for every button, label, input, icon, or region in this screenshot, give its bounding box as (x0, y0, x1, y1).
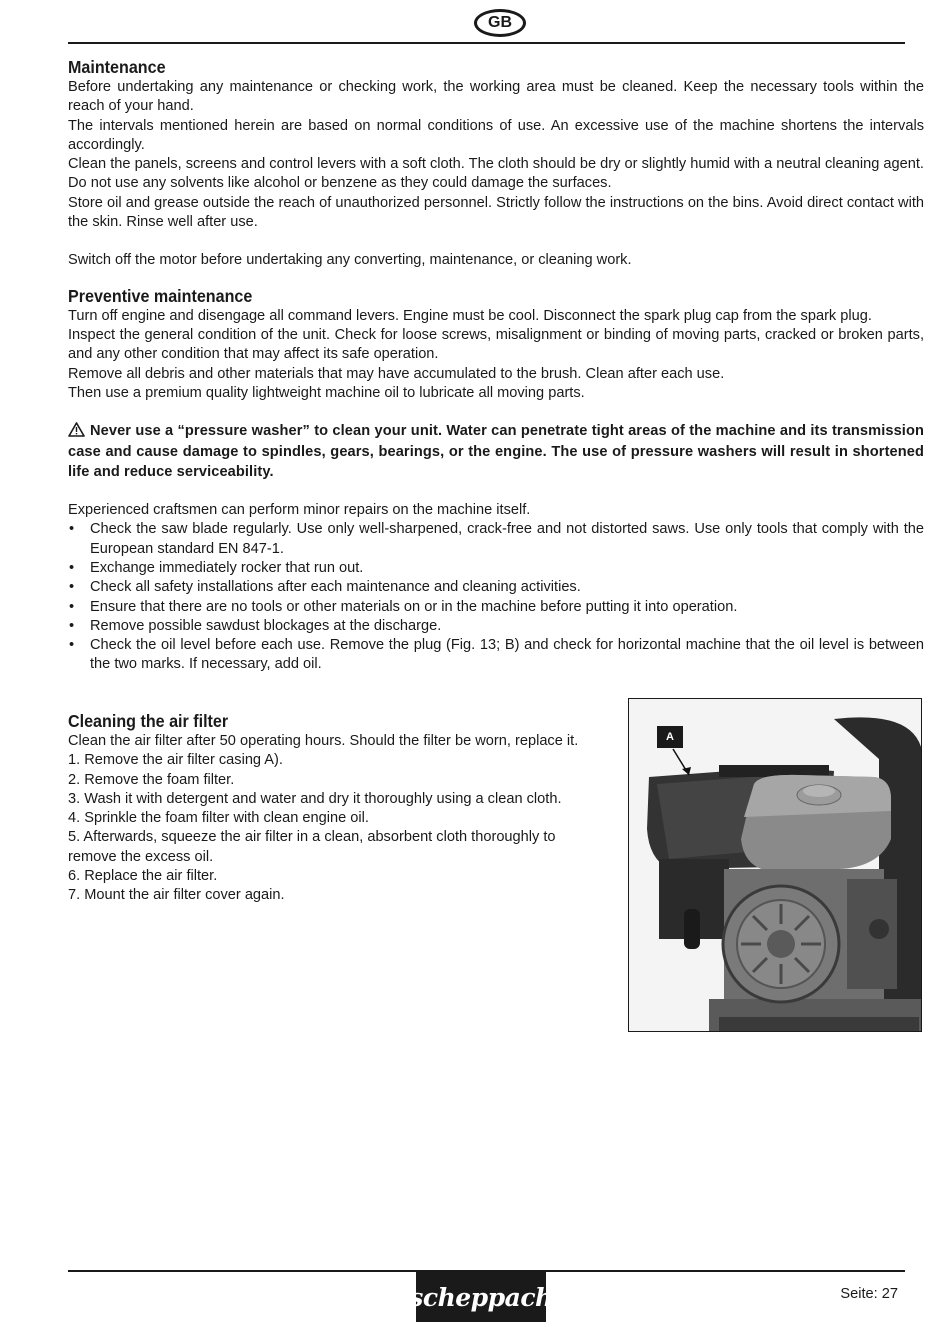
preventive-maintenance-heading: Preventive maintenance (68, 285, 253, 306)
warning-triangle-icon (68, 422, 85, 443)
air-filter-step: 1. Remove the air filter casing A). (68, 752, 283, 769)
air-filter-intro: Clean the air filter after 50 operating hours. Should the filter be worn, replace it. (68, 733, 579, 749)
preventive-paragraph-4: Then use a premium quality lightweight machine oil to lubricate all moving parts. (68, 384, 585, 401)
maintenance-paragraph-2: The intervals mentioned herein are based on normal conditions of use. An excessive use of the machine shortens the intervals accordingly. (68, 117, 924, 153)
list-item: • Check the saw blade regularly. Use only well-sharpened, crack-free and not distorted saws. Use only tools that comply with the European standard EN 847-1. (69, 521, 924, 557)
air-filter-step: 5. Afterwards, squeeze the air filter in a clean, absorbent cloth thoroughly to remove the excess oil. (68, 829, 556, 865)
language-badge: GB (474, 9, 526, 37)
pressure-washer-warning (68, 422, 924, 482)
air-filter-section (68, 710, 603, 906)
air-filter-step: 7. Mount the air filter cover again. (68, 887, 285, 904)
maintenance-paragraph-3: Clean the panels, screens and control levers with a soft cloth. The cloth should be dry or slightly humid with a neutral cleaning agent. Do not use any solvents like alcohol or benzene as they could damage the surfaces. (68, 156, 924, 192)
page-number: Seite: 27 (840, 1286, 898, 1302)
maintenance-paragraph-4: Store oil and grease outside the reach of unauthorized personnel. Strictly follow the instructions on the bins. Avoid direct contact with the skin. Rinse well after use. (68, 194, 924, 231)
figure-label-a: A (657, 726, 683, 748)
list-item: • Check all safety installations after each maintenance and cleaning activities. (69, 579, 581, 596)
scheppach-logo: scheppach (416, 1272, 546, 1322)
warning-text: Never use a “pressure washer” to clean your unit. Water can penetrate tight areas of the machine and its transmission case and cause damage to spindles, gears, bearings, or the engine. The use of pressure washers will result in shortened life and reduce serviceability. (68, 423, 924, 480)
list-item: • Check the oil level before each use. Remove the plug (Fig. 13; B) and check for horizontal machine that the oil level is between the two marks. If necessary, add oil. (69, 637, 924, 673)
list-item: • Exchange immediately rocker that run out. (69, 559, 364, 576)
air-filter-step: 4. Sprinkle the foam filter with clean engine oil. (68, 810, 369, 827)
main-content (68, 56, 924, 675)
header-rule (68, 42, 905, 44)
preventive-paragraph-3: Remove all debris and other materials that may have accumulated to the brush. Clean after each use. (68, 365, 725, 382)
preventive-paragraph-2: Inspect the general condition of the unit. Check for loose screws, misalignment or binding of moving parts, cracked or broken parts, and any other condition that may affect its safe operation. (68, 326, 924, 363)
air-filter-step: 3. Wash it with detergent and water and dry it thoroughly using a clean cloth. (68, 790, 562, 807)
list-item: • Ensure that there are no tools or other materials on or in the machine before putting it into operation. (69, 598, 738, 615)
air-filter-step: 2. Remove the foam filter. (68, 771, 235, 788)
list-item: • Remove possible sawdust blockages at the discharge. (69, 617, 442, 634)
repairs-list (68, 520, 924, 674)
preventive-paragraph-1: Turn off engine and disengage all command levers. Engine must be cool. Disconnect the spark plug cap from the spark plug. (68, 307, 872, 324)
engine-photo (628, 698, 922, 1032)
maintenance-heading: Maintenance (68, 57, 166, 77)
air-filter-step: 6. Replace the air filter. (68, 868, 218, 885)
maintenance-paragraph-5: Switch off the motor before undertaking any converting, maintenance, or cleaning work. (68, 252, 632, 269)
maintenance-paragraph-1: Before undertaking any maintenance or checking work, the working area must be cleaned. Keep the necessary tools within the reach of your hand. (68, 79, 924, 115)
air-filter-heading: Cleaning the air filter (68, 711, 229, 731)
repairs-intro: Experienced craftsmen can perform minor repairs on the machine itself. (68, 502, 531, 519)
